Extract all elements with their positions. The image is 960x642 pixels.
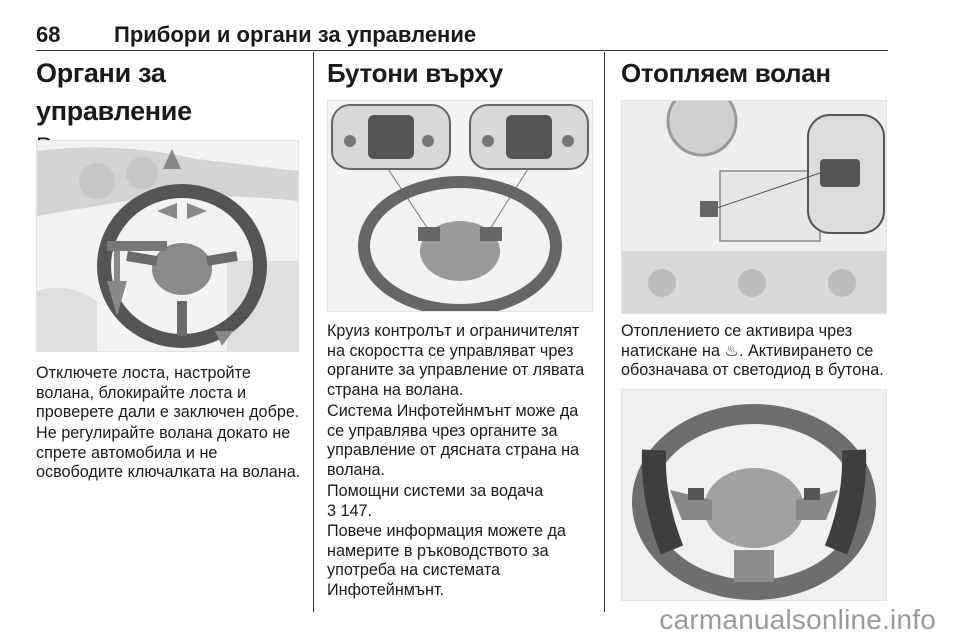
page-number: 68 xyxy=(36,22,61,47)
running-title: Прибори и органи за управление xyxy=(114,22,477,47)
heated-wheel-title: Отопляем волан xyxy=(621,58,831,88)
steering-adjust-figure xyxy=(36,140,299,352)
column-3 xyxy=(621,54,889,92)
para-more-info: Повече информация можете да намерите в ръководството за употреба на системата Инфотейнмънт. xyxy=(327,522,566,599)
heated-wheel-button-figure xyxy=(621,100,887,314)
para-heated-wheel: Отоплението се активира чрез натискане на ♨. Активирането се обозначава от светодиод в бутона. xyxy=(621,322,884,379)
steering-buttons-figure xyxy=(327,100,593,312)
watermark: carmanualsonline.info xyxy=(659,604,936,635)
column-divider-1 xyxy=(313,52,314,612)
section-title: Органи за управление xyxy=(36,58,192,126)
para-driver-assist xyxy=(327,482,595,521)
header-rule xyxy=(36,50,888,51)
page-reference-link[interactable]: 3 147. xyxy=(327,501,373,520)
para-steering-instructions: Отключете лоста, настройте волана, блокирайте лоста и проверете дали е заключен добре. xyxy=(36,364,300,421)
steering-buttons-title: Бутони върху xyxy=(327,58,503,88)
heated-steering-wheel-figure xyxy=(621,389,887,601)
driver-assist-text: Помощни системи за водача xyxy=(327,482,544,500)
para-infotainment-controls: Система Инфотейнмънт може да се управлява чрез органите за управление от дясната страна на волана. xyxy=(327,402,580,479)
para-steering-warning: Не регулирайте волана докато не спрете автомобила и не освободите ключалката на волана. xyxy=(36,424,301,481)
column-divider-2 xyxy=(604,52,605,612)
para-cruise-control: Круиз контролът и ограничителят на скоростта се управляват чрез органите за управление от лявата страна на волана. xyxy=(327,322,585,399)
